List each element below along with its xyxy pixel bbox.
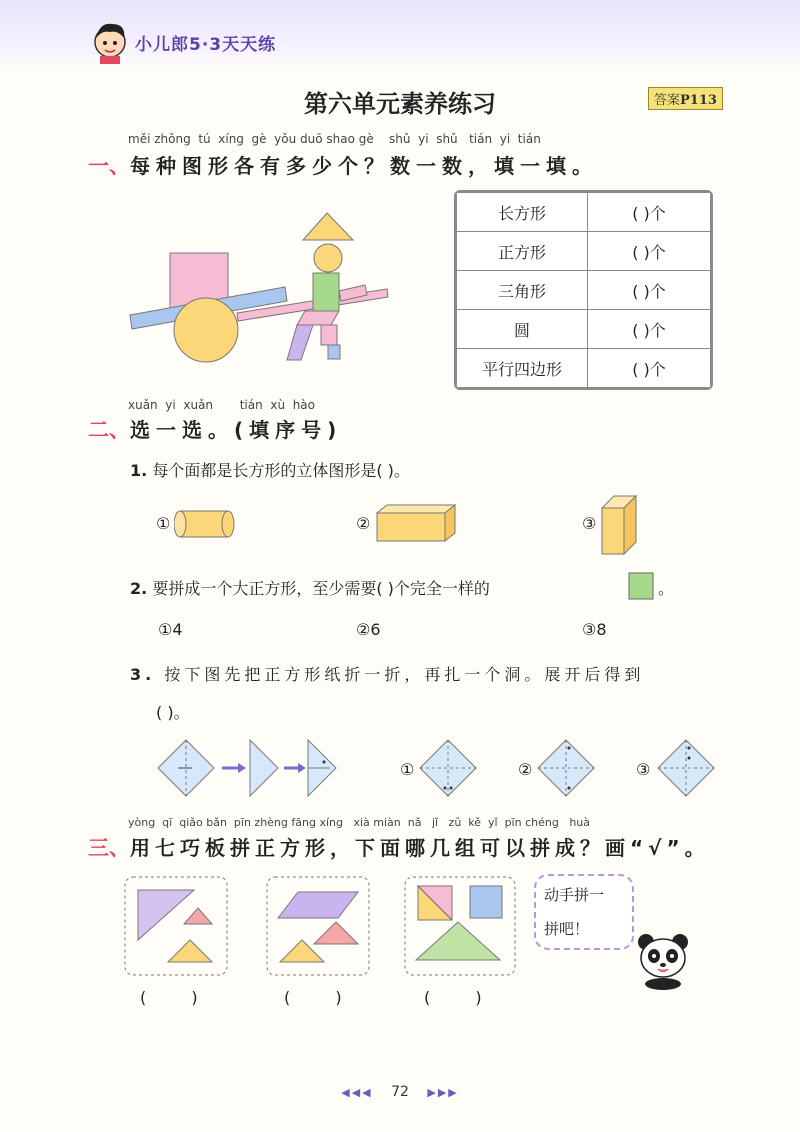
answer-label: 答案 — [654, 93, 681, 108]
shape-name-cell: 长方形 — [457, 193, 588, 232]
q3-num: 3. — [130, 665, 156, 684]
shape-name-cell: 圆 — [457, 310, 588, 349]
q2-option-1: ①4 — [158, 620, 183, 639]
q2-num: 2. — [130, 579, 148, 598]
mascot-logo — [88, 18, 132, 68]
next-arrows: ▶▶▶ — [427, 1086, 459, 1099]
shape-name-cell: 三角形 — [457, 271, 588, 310]
q2-end: 。 — [658, 579, 675, 598]
count-blank-cell[interactable]: ( )个 — [588, 232, 711, 271]
group-3-blank[interactable]: ( ) — [424, 988, 502, 1007]
q3-text — [130, 662, 644, 685]
folding-steps-figure — [156, 738, 346, 802]
prev-arrows: ◀◀◀ — [341, 1086, 373, 1099]
q3-option-3-label: ③ — [636, 760, 651, 779]
group-2-blank[interactable]: ( ) — [284, 988, 362, 1007]
section2-text: 选一选。(填序号) — [130, 418, 343, 442]
q3-option-2-figure — [536, 738, 596, 802]
section1-pinyin: měi zhǒng tú xíng gè yǒu duō shao gè shǔ yi shǔ tián yi tián — [128, 132, 541, 146]
section3-number: 三、 — [88, 836, 130, 860]
count-blank-cell[interactable]: ( )个 — [588, 310, 711, 349]
q3-blank: ( )。 — [156, 703, 190, 722]
q1-option-3-label: ③ — [582, 514, 597, 533]
prism-icon — [600, 494, 640, 560]
count-blank-cell[interactable]: ( )个 — [588, 193, 711, 232]
section2-heading — [88, 414, 342, 444]
count-table — [456, 192, 711, 388]
answer-badge — [648, 87, 723, 110]
count-table-row — [457, 232, 711, 271]
page-footer — [0, 1084, 800, 1100]
shape-name-cell: 正方形 — [457, 232, 588, 271]
section1-heading — [88, 150, 598, 180]
section3-heading — [88, 832, 710, 862]
q2-option-3: ③8 — [582, 620, 607, 639]
shape-count-table — [454, 190, 713, 390]
section1-number: 一、 — [88, 154, 130, 178]
q3-option-3-figure — [656, 738, 716, 802]
q3-option-1-label: ① — [400, 760, 415, 779]
cuboid-icon — [375, 503, 461, 547]
q1-option-1-label: ① — [156, 514, 171, 533]
section3-text: 用七巧板拼正方形，下面哪几组可以拼成？画“√”。 — [130, 836, 710, 860]
q3-option-2-label: ② — [518, 760, 533, 779]
q3-option-1-figure — [418, 738, 478, 802]
tangram-group-1 — [124, 876, 228, 980]
q1-num: 1. — [130, 461, 148, 480]
q2-option-2: ②6 — [356, 620, 381, 639]
shape-name-cell: 平行四边形 — [457, 349, 588, 388]
count-blank-cell[interactable]: ( )个 — [588, 271, 711, 310]
q2-body: 要拼成一个大正方形，至少需要( )个完全一样的 — [152, 579, 490, 598]
section1-text: 每种图形各有多少个？数一数，填一填。 — [130, 154, 598, 178]
tangram-group-3 — [404, 876, 516, 980]
q3-body: 按下图先把正方形纸折一折，再扎一个洞。展开后得到 — [164, 665, 645, 684]
section2-pinyin: xuǎn yi xuǎn tián xù hào — [128, 398, 315, 412]
count-table-row — [457, 271, 711, 310]
shapes-figure — [125, 205, 445, 379]
cylinder-icon — [174, 508, 236, 544]
group-1-blank[interactable]: ( ) — [140, 988, 218, 1007]
speech-bubble — [534, 874, 634, 950]
page-number: 72 — [391, 1084, 409, 1100]
section3-pinyin: yòng qī qiǎo bǎn pīn zhèng fāng xíng xià miàn nǎ jǐ zǔ kě yǐ pīn chéng huà — [128, 816, 590, 829]
q1-body: 每个面都是长方形的立体图形是( )。 — [152, 461, 410, 480]
q1-option-2-label: ② — [356, 514, 371, 533]
q2-text — [130, 576, 490, 599]
count-table-row — [457, 193, 711, 232]
bubble-line-2: 拼吧！ — [544, 920, 590, 938]
section2-number: 二、 — [88, 418, 130, 442]
page-title: 第六单元素养练习 — [304, 90, 496, 118]
brand-title: 小儿郎5·3天天练 — [135, 35, 277, 55]
answer-page: P113 — [680, 93, 717, 108]
count-blank-cell[interactable]: ( )个 — [588, 349, 711, 388]
tangram-group-2 — [266, 876, 370, 980]
count-table-row — [457, 310, 711, 349]
bubble-line-1: 动手拼一 — [544, 886, 605, 904]
count-table-row — [457, 349, 711, 388]
q1-text — [130, 458, 410, 481]
panda-icon — [632, 930, 694, 994]
small-square-icon — [628, 572, 656, 606]
